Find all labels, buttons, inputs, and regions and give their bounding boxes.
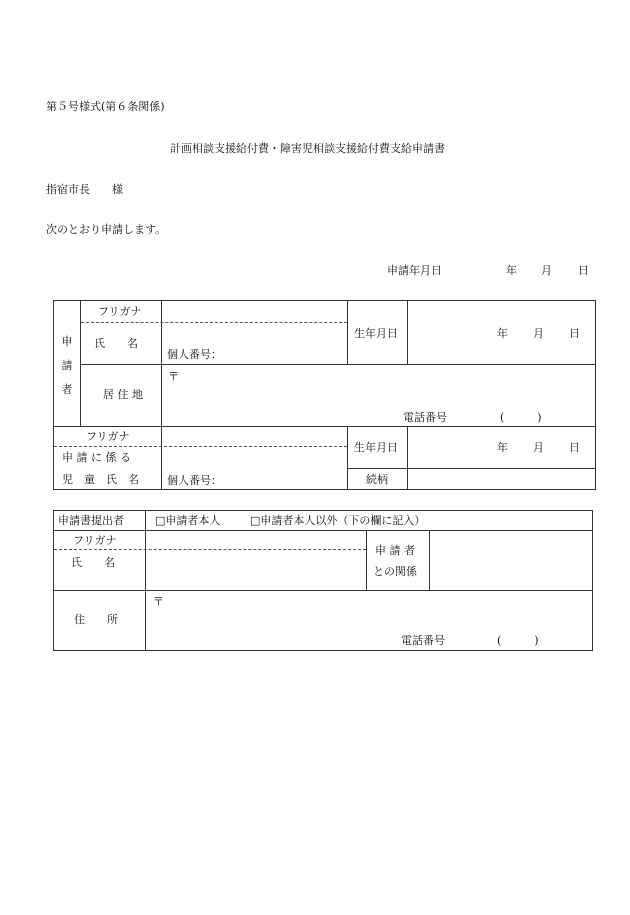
- application-month-label: 月: [541, 264, 552, 277]
- applicant-birth-date-label: 生年月日: [354, 327, 398, 340]
- applicant-furigana-label: フリガナ: [98, 305, 142, 318]
- submitter-table-border: [53, 510, 593, 651]
- application-date-label: 申請年月日: [387, 264, 442, 277]
- applicant-name-label: 氏 名: [94, 337, 138, 350]
- child-relationship-label: 続柄: [366, 473, 388, 486]
- submitter-relation-line2: との関係: [373, 565, 417, 578]
- applicant-birth-year: 年: [497, 327, 508, 340]
- submitter-label: 申請書提出者: [58, 514, 124, 527]
- child-label-line1: 申 請 に 係 る: [62, 451, 131, 464]
- applicant-postal-mark: 〒: [168, 370, 179, 383]
- applicant-phone-label: 電話番号: [403, 411, 447, 424]
- child-label-line2: 児 童 氏 名: [62, 473, 139, 486]
- submitter-address-label: 住 所: [74, 613, 118, 626]
- applicant-section-label: 申 請 者: [61, 335, 73, 396]
- document-title: 計画相談支援給付費・障害児相談支援給付費支給申請書: [170, 142, 445, 155]
- submitter-phone-label: 電話番号: [401, 634, 445, 647]
- applicant-personal-number-label: 個人番号：: [167, 348, 222, 361]
- addressee: 指宿市長 様: [46, 183, 123, 196]
- child-furigana-label: フリガナ: [86, 430, 130, 443]
- form-number: 第５号様式(第６条関係): [46, 100, 165, 113]
- submitter-phone-parens: ( ): [497, 634, 539, 647]
- child-birth-year: 年: [497, 441, 508, 454]
- child-birth-month: 月: [533, 441, 544, 454]
- submitter-option-self[interactable]: □申請者本人: [155, 514, 221, 527]
- intro-text: 次のとおり申請します。: [46, 223, 167, 236]
- application-year-label: 年: [506, 264, 517, 277]
- submitter-postal-mark: 〒: [153, 595, 164, 608]
- submitter-furigana-label: フリガナ: [73, 534, 117, 547]
- child-birth-day: 日: [569, 441, 580, 454]
- submitter-option-other[interactable]: □申請者本人以外（下の欄に記入）: [250, 514, 426, 527]
- applicant-phone-parens: ( ): [500, 411, 542, 424]
- submitter-relation-line1: 申 請 者: [375, 544, 415, 557]
- child-birth-date-label: 生年月日: [354, 441, 398, 454]
- child-personal-number-label: 個人番号：: [167, 474, 222, 487]
- application-day-label: 日: [578, 264, 589, 277]
- submitter-name-label: 氏 名: [71, 556, 115, 569]
- applicant-birth-day: 日: [569, 327, 580, 340]
- applicant-address-label: 居 住 地: [103, 388, 143, 401]
- applicant-birth-month: 月: [533, 327, 544, 340]
